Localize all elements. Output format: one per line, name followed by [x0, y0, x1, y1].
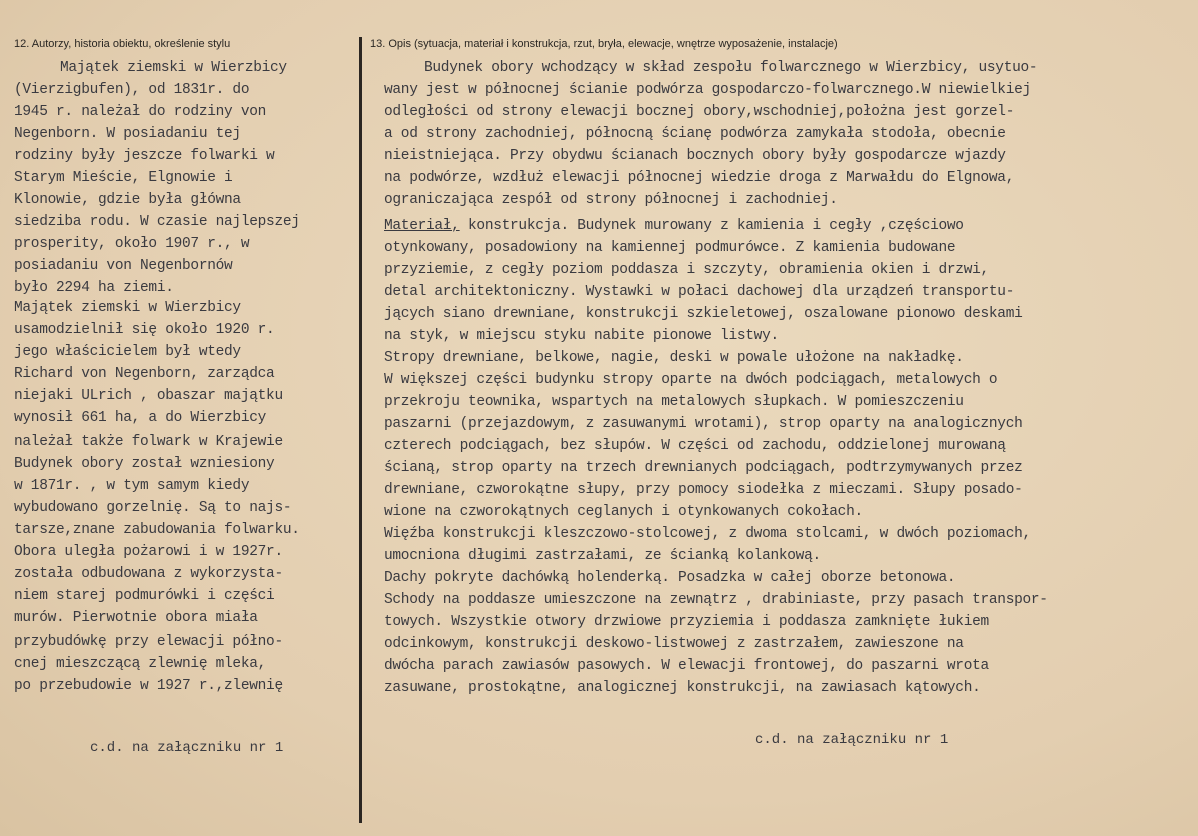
description-line: ograniczająca zespół od strony północnej i zachodniej. [384, 192, 838, 208]
history-line: usamodzielnił się około 1920 r. [14, 322, 275, 338]
history-line: 1945 r. należał do rodziny von [14, 104, 267, 120]
history-line: przybudówkę przy elewacji półno- [14, 634, 283, 650]
section-subheading: Materiał, [384, 218, 460, 234]
history-line: prosperity, około 1907 r., w [14, 236, 250, 252]
continuation-note-left: c.d. na załączniku nr 1 [90, 740, 284, 756]
history-line: tarsze,znane zabudowania folwarku. [14, 522, 300, 538]
description-line: przyziemie, z cegły poziom poddasza i szczyty, obramienia okien i drzwi, [384, 262, 989, 278]
history-line: wybudowano gorzelnię. Są to najs- [14, 500, 292, 516]
history-line: Richard von Negenborn, zarządca [14, 366, 275, 382]
description-line: towych. Wszystkie otwory drzwiowe przyziemia i poddasza zamknięte łukiem [384, 614, 989, 630]
history-line: Negenborn. W posiadaniu tej [14, 126, 241, 142]
description-line: drewniane, czworokątne słupy, przy pomocy siodełka z mieczami. Słupy posado- [384, 482, 1023, 498]
history-line: Klonowie, gdzie była główna [14, 192, 241, 208]
description-line: umocniona długimi zastrzałami, ze ścianką kolankową. [384, 548, 821, 564]
history-line: Starym Mieście, Elgnowie i [14, 170, 233, 186]
history-line: było 2294 ha ziemi. [14, 280, 174, 296]
description-line: otynkowany, posadowiony na kamiennej podmurówce. Z kamienia budowane [384, 240, 956, 256]
description-line: paszarni (przejazdowym, z zasuwanymi wrotami), strop oparty na analogicznych [384, 416, 1023, 432]
history-line: wynosił 661 ha, a do Wierzbicy [14, 410, 267, 426]
history-line: w 1871r. , w tym samym kiedy [14, 478, 250, 494]
description-line: W większej części budynku stropy oparte na dwóch podciągach, metalowych o [384, 372, 998, 388]
history-line: siedziba rodu. W czasie najlepszej [14, 214, 300, 230]
description-line: wany jest w północnej ścianie podwórza gospodarczo-folwarcznego.W niewielkiej [384, 82, 1031, 98]
section-13-header: 13. Opis (sytuacja, materiał i konstrukcja, rzut, bryła, elewacje, wnętrze wyposażenie, instalacje) [370, 38, 838, 50]
description-line: przekroju teownika, wspartych na metalowych słupkach. W pomieszczeniu [384, 394, 964, 410]
description-text [384, 60, 1174, 700]
history-line: Majątek ziemski w Wierzbicy [60, 60, 287, 76]
description-line: odległości od strony elewacji bocznej obory,wschodniej,położna jest gorzel- [384, 104, 1015, 120]
history-line: cnej mieszczącą zlewnię mleka, [14, 656, 267, 672]
history-line: niejaki ULrich , obaszar majątku [14, 388, 283, 404]
history-line: (Vierzigbufen), od 1831r. do [14, 82, 250, 98]
description-line-text: konstrukcja. Budynek murowany z kamienia i cegły ,częściowo [459, 218, 964, 234]
history-line: niem starej podmurówki i części [14, 588, 275, 604]
history-line: murów. Pierwotnie obora miała [14, 610, 258, 626]
history-line: po przebudowie w 1927 r.,zlewnię [14, 678, 283, 694]
description-line: jących siano drewniane, konstrukcji szkieletowej, oszalowane pionowo deskami [384, 306, 1023, 322]
description-line: Więźba konstrukcji kleszczowo-stolcowej, z dwoma stolcami, w dwóch poziomach, [384, 526, 1031, 542]
section-12-header: 12. Autorzy, historia obiektu, określenie stylu [14, 38, 231, 50]
description-line: Budynek obory wchodzący w skład zespołu folwarcznego w Wierzbicy, usytuo- [424, 60, 1038, 76]
description-line: na podwórze, wzdłuż elewacji północnej wiedzie droga z Marwałdu do Elgnowa, [384, 170, 1015, 186]
description-line: ścianą, strop oparty na trzech drewnianych podciągach, podtrzymywanych przez [384, 460, 1023, 476]
history-line: została odbudowana z wykorzysta- [14, 566, 283, 582]
description-line: Dachy pokryte dachówką holenderką. Posadzka w całej oborze betonowa. [384, 570, 956, 586]
column-divider [359, 37, 362, 823]
description-line: na styk, w miejscu styku nabite pionowe listwy. [384, 328, 779, 344]
history-line: Majątek ziemski w Wierzbicy [14, 300, 241, 316]
description-line: Schody na poddasze umieszczone na zewnątrz , drabiniaste, przy pasach transpor- [384, 592, 1048, 608]
description-line: zasuwane, prostokątne, analogicznej konstrukcji, na zawiasach kątowych. [384, 680, 981, 696]
history-line: Obora uległa pożarowi i w 1927r. [14, 544, 283, 560]
description-line: detal architektoniczny. Wystawki w połaci dachowej dla urządzeń transportu- [384, 284, 1015, 300]
history-line: jego właścicielem był wtedy [14, 344, 241, 360]
history-line: posiadaniu von Negenbornów [14, 258, 233, 274]
description-line: wione na czworokątnych ceglanych i otynkowanych cokołach. [384, 504, 863, 520]
history-line: należał także folwark w Krajewie [14, 434, 283, 450]
description-line: odcinkowym, konstrukcji deskowo-listwowej z zastrzałem, zawieszone na [384, 636, 964, 652]
continuation-note-right: c.d. na załączniku nr 1 [755, 732, 949, 748]
description-line: Stropy drewniane, belkowe, nagie, deski w powale ułożone na nakładkę. [384, 350, 964, 366]
history-text [14, 60, 354, 700]
description-line: dwócha parach zawiasów pasowych. W elewacji frontowej, do paszarni wrota [384, 658, 989, 674]
description-line: nieistniejąca. Przy obydwu ścianach bocznych obory były gospodarcze wjazdy [384, 148, 1006, 164]
history-line: Budynek obory został wzniesiony [14, 456, 275, 472]
history-line: rodziny były jeszcze folwarki w [14, 148, 275, 164]
description-line: a od strony zachodniej, północną ścianę podwórza zamykała stodoła, obecnie [384, 126, 1006, 142]
description-line: czterech podciągach, bez słupów. W części od zachodu, oddzielonej murowaną [384, 438, 1006, 454]
description-line [384, 218, 964, 234]
